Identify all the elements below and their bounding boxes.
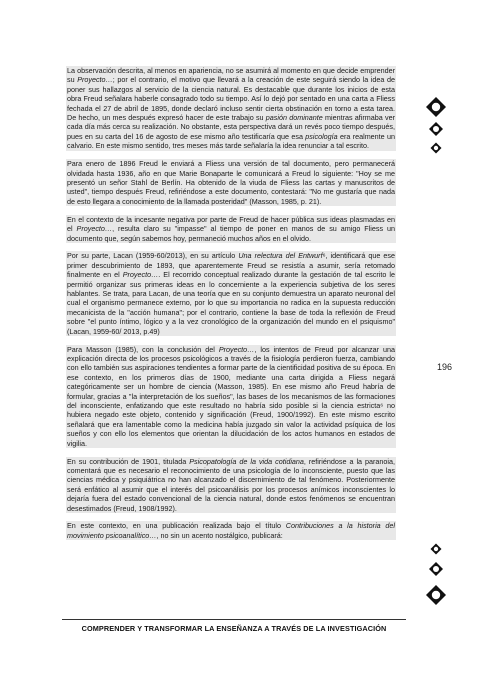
diamond-ornament-icon — [428, 121, 444, 137]
paragraph-1: La observación descrita, al menos en apariencia, no se asumirá al momento en que decide emprender su Proyecto…; por el contrario, el motivo que llevará a la creación de este seguirá siendo la idea de poner sus hallazgos al servicio de la ciencia natural. Es destacable que durante los inicios de esta obra Freud señalara haberle consagrado todo su tiempo. Así lo dejó por sentado en una carta a Fliess fechada el 27 de abril de 1895, donde declaró incluso sentir cierta obstinación en torno a esta tarea. De hecho, un mes después expresó hacer de este trabajo su pasión dominante mientras afirmaba ver cada día más cerca su realización. No obstante, esta perspectiva dará un revés poco tiempo después, pues en su carta del 16 de agosto de ese mismo año testificaría que esa psicología era realmente un calvario. En este mismo sentido, tres meses más tarde señalaría la idea renunciar a tal escrito. — [67, 66, 395, 151]
diamond-ornament-icon — [430, 543, 442, 555]
running-footer: COMPRENDER Y TRANSFORMAR LA ENSEÑANZA A TRAVÉS DE LA INVESTIGACIÓN — [81, 624, 387, 633]
body-text — [66, 66, 396, 549]
paragraph-4: Por su parte, Lacan (1959-60/2013), en su artículo Una relectura del Entwurf⁶, identificará que ese primer descubrimiento de 1893, que aparentemente Freud se resistía a asumir, sería retomado finalmente en el Proyecto…. El recorrido conceptual realizado durante la gestación de tal escrito le permitió organizar sus primeras ideas en lo concerniente a la experiencia subjetiva de los seres hablantes. Se trata, para Lacan, de una teoría que en su conjunto demuestra un aparato neuronal del cual el organismo permanece externo, por lo que su importancia no radica en la supuesta reducción mecanicista de la "acción humana"; por el contrario, contiene la base de toda la reflexión de Freud sobre "el punto íntimo, lógico y a la vez cronológico de la organización del mundo en el psiquismo" (Lacan, 1959-60/ 2013, p.49) — [67, 251, 395, 336]
paragraph-3: En el contexto de la incesante negativa por parte de Freud de hacer pública sus ideas plasmadas en el Proyecto…, resulta claro su "impasse" al tiempo de poner en manos de su amigo Fliess un documento que, según sabemos hoy, permaneció muchos años en el olvido. — [67, 214, 395, 243]
diamond-ornament-icon — [425, 584, 447, 606]
paragraph-6: En su contribución de 1901, titulada Psicopatología de la vida cotidiana, refiriéndose a la paranoia, comentará que es necesario el reconocimiento de una psicología de lo inconsciente, puesto que las ciencias médica y psiquiátrica no han alcanzado el discernimiento de tal fenómeno. Posteriormente será enfático al asumir que el interés del psicoanálisis por los procesos anímicos inconscientes lo dejaría fuera del estado convencional de la ciencia natural, donde estos fenómenos se encuentran desestimados (Freud, 1908/1992). — [67, 456, 396, 513]
paragraph-7: En este contexto, en una publicación realizada bajo el título Contribuciones a la historia del movimiento psicoanalítico…, no sin un acento nostálgico, publicará: — [67, 521, 395, 540]
page-number: 196 — [437, 362, 453, 372]
footer-divider — [62, 619, 406, 620]
paragraph-2: Para enero de 1896 Freud le enviará a Fliess una versión de tal documento, pero permanecerá olvidada hasta 1936, año en que Marie Bonaparte le comunicará a Freud lo siguiente: "Hoy se me presentó un señor Stahl de Berlín. Ha obtenido de la viuda de Fliess las cartas y manuscritos de usted", tiempo después Freud, refiriéndose a este documento, contestará: "No me gustaría que nada de esto llegara a conocimiento de la llamada posteridad" (Masson, 1985, p. 21). — [67, 159, 395, 206]
diamond-ornament-icon — [425, 96, 447, 118]
diamond-ornament-icon — [428, 561, 444, 577]
diamond-ornament-icon — [430, 142, 442, 154]
paragraph-5: Para Masson (1985), con la conclusión del Proyecto…, los intentos de Freud por alcanzar una explicación directa de los procesos psicológicos a través de la fisiología perdieron fuerza, cambiando con ello también sus aspiraciones tendientes a formar parte de la cientificidad positiva de su época. En ese contexto, en los primeros días de 1900, mediante una carta dirigida a Fliess negará categóricamente ser un hombre de ciencia (Masson, 1985). En ese mismo año Freud habría de formular, gracias a "la interpretación de los sueños", las bases de los mecanismos de las formaciones del inconsciente, enfatizando que este resultado no habría sido posible si la ciencia estricta⁶ no hubiera negado este objeto, contenido y significación (Freud, 1900/1992). En este mismo escrito señalará que era lamentable como la medicina había juzgado sin valor la actividad psíquica de los sueños y con ello los elementos que orientan la dilucidación de los actos humanos en estados de vigilia. — [67, 344, 395, 448]
